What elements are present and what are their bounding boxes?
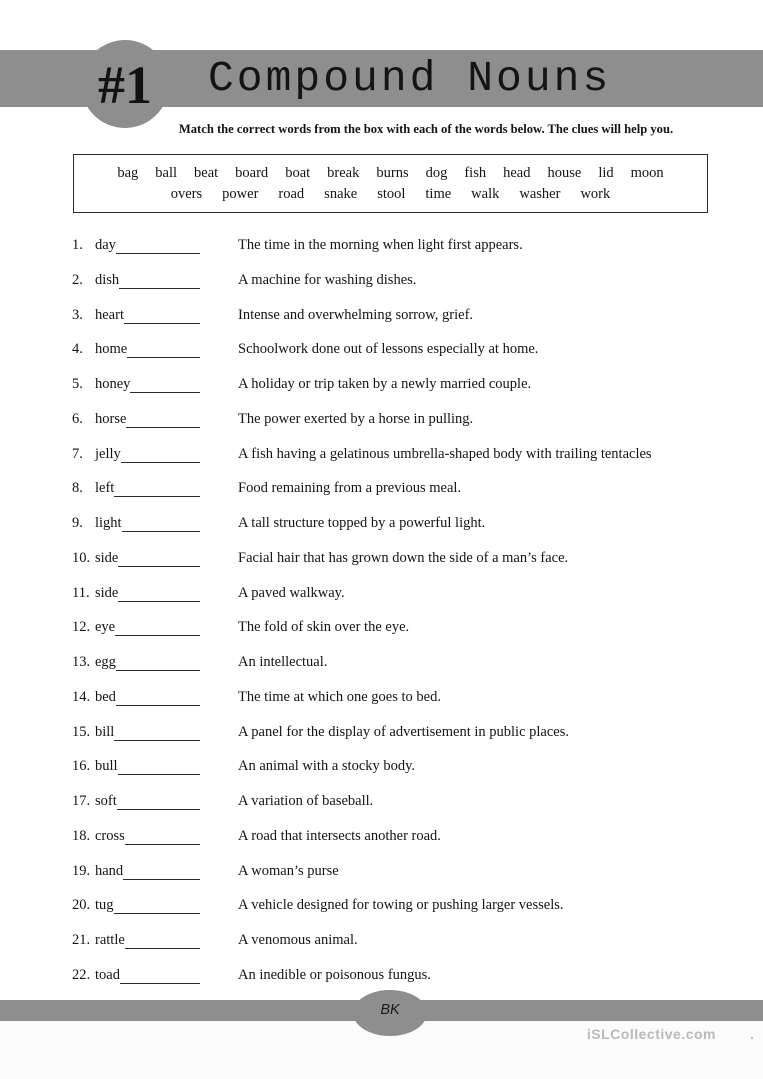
word-bank-row-1 bbox=[74, 164, 707, 182]
item-stem: home bbox=[95, 341, 128, 358]
item-stem: jelly bbox=[95, 445, 121, 462]
item-stem-cell bbox=[95, 688, 200, 707]
list-item bbox=[72, 723, 757, 758]
item-definition: Facial hair that has grown down the side of a man’s face. bbox=[238, 549, 569, 566]
answer-blank[interactable] bbox=[122, 517, 200, 532]
word-bank-word: beat bbox=[194, 165, 219, 181]
item-number: 11. bbox=[72, 584, 90, 601]
item-stem-cell bbox=[95, 757, 200, 776]
exercise-list bbox=[72, 236, 757, 1001]
word-bank-word: head bbox=[503, 165, 531, 181]
word-bank-word: boat bbox=[285, 165, 311, 181]
item-number: 3. bbox=[72, 306, 83, 323]
item-number: 7. bbox=[72, 445, 83, 462]
item-definition: A machine for washing dishes. bbox=[238, 271, 417, 288]
item-stem-cell bbox=[95, 236, 200, 255]
answer-blank[interactable] bbox=[114, 899, 200, 914]
word-bank-word: overs bbox=[170, 186, 203, 202]
item-definition: Food remaining from a previous meal. bbox=[238, 480, 462, 497]
list-item bbox=[72, 584, 757, 619]
item-definition: Intense and overwhelming sorrow, grief. bbox=[238, 306, 474, 323]
item-definition: The time in the morning when light first appears. bbox=[238, 237, 523, 253]
item-number: 4. bbox=[72, 341, 83, 358]
list-item bbox=[72, 931, 757, 966]
answer-blank[interactable] bbox=[116, 691, 200, 706]
item-stem: dish bbox=[95, 271, 120, 288]
item-definition: An animal with a stocky body. bbox=[238, 758, 416, 775]
item-stem-cell bbox=[95, 445, 200, 464]
word-bank-word: ball bbox=[155, 165, 178, 181]
item-number: 1. bbox=[72, 237, 83, 253]
answer-blank[interactable] bbox=[118, 760, 200, 775]
list-item bbox=[72, 653, 757, 688]
answer-blank[interactable] bbox=[116, 656, 200, 671]
word-bank-word: fish bbox=[464, 165, 487, 181]
item-number: 10. bbox=[72, 549, 91, 566]
author-initials: BK bbox=[380, 1002, 400, 1018]
item-definition: A panel for the display of advertisement in public places. bbox=[238, 723, 569, 740]
item-stem: hand bbox=[95, 862, 124, 879]
item-definition: An inedible or poisonous fungus. bbox=[238, 966, 431, 983]
item-definition: A road that intersects another road. bbox=[238, 827, 441, 844]
item-stem-cell bbox=[95, 862, 200, 881]
list-item bbox=[72, 236, 757, 271]
answer-blank[interactable] bbox=[114, 726, 200, 741]
answer-blank[interactable] bbox=[117, 795, 200, 810]
list-item bbox=[72, 792, 757, 827]
answer-blank[interactable] bbox=[115, 621, 200, 636]
list-item bbox=[72, 757, 757, 792]
item-stem-cell bbox=[95, 340, 200, 359]
answer-blank[interactable] bbox=[124, 309, 200, 324]
answer-blank[interactable] bbox=[116, 239, 200, 254]
item-definition: A variation of baseball. bbox=[238, 793, 374, 809]
item-definition: The time at which one goes to bed. bbox=[238, 688, 441, 705]
item-stem-cell bbox=[95, 271, 200, 290]
item-stem: side bbox=[95, 549, 119, 566]
item-definition: A venomous animal. bbox=[238, 932, 358, 948]
word-bank-box bbox=[73, 154, 708, 213]
item-number: 6. bbox=[72, 410, 83, 427]
item-stem-cell bbox=[95, 792, 200, 811]
item-definition: Schoolwork done out of lessons especially at home. bbox=[238, 341, 539, 358]
word-bank-word: lid bbox=[598, 165, 614, 181]
item-number: 5. bbox=[72, 376, 83, 392]
item-stem: heart bbox=[95, 306, 124, 323]
islcollective-watermark: iSLCollective.com bbox=[586, 1026, 716, 1042]
word-bank-word: power bbox=[222, 186, 259, 202]
list-item bbox=[72, 306, 757, 341]
answer-blank[interactable] bbox=[125, 934, 200, 949]
list-item bbox=[72, 445, 757, 480]
list-item bbox=[72, 827, 757, 862]
item-stem-cell bbox=[95, 966, 200, 985]
item-stem: horse bbox=[95, 410, 127, 427]
item-stem: honey bbox=[95, 376, 131, 392]
answer-blank[interactable] bbox=[114, 482, 200, 497]
item-number: 2. bbox=[72, 271, 83, 288]
item-stem-cell bbox=[95, 410, 200, 429]
item-stem: bed bbox=[95, 688, 116, 705]
word-bank-word: washer bbox=[519, 186, 561, 202]
list-item bbox=[72, 514, 757, 549]
item-number: 8. bbox=[72, 480, 83, 497]
item-stem-cell bbox=[95, 827, 200, 846]
word-bank-word: break bbox=[327, 165, 360, 181]
item-stem: bull bbox=[95, 758, 118, 775]
item-stem-cell bbox=[95, 723, 200, 742]
item-stem: tug bbox=[95, 897, 114, 914]
list-item bbox=[72, 479, 757, 514]
watermark-dot: . bbox=[750, 1026, 754, 1042]
list-item bbox=[72, 862, 757, 897]
word-bank-word: moon bbox=[630, 165, 664, 181]
list-item bbox=[72, 688, 757, 723]
item-number: 13. bbox=[72, 654, 91, 670]
item-stem: bill bbox=[95, 723, 115, 740]
item-stem-cell bbox=[95, 514, 200, 533]
item-stem-cell bbox=[95, 931, 200, 950]
answer-blank[interactable] bbox=[127, 343, 200, 358]
word-bank-word: time bbox=[425, 186, 452, 202]
item-stem-cell bbox=[95, 306, 200, 325]
item-stem: egg bbox=[95, 654, 116, 670]
item-stem: cross bbox=[95, 827, 125, 844]
answer-blank[interactable] bbox=[118, 587, 200, 602]
list-item bbox=[72, 410, 757, 445]
item-stem: day bbox=[95, 237, 116, 253]
item-stem: left bbox=[95, 480, 115, 497]
word-bank-word: road bbox=[278, 186, 305, 202]
item-number: 12. bbox=[72, 619, 91, 636]
word-bank-word: work bbox=[580, 186, 611, 202]
item-definition: An intellectual. bbox=[238, 654, 328, 670]
answer-blank[interactable] bbox=[130, 378, 200, 393]
item-number: 14. bbox=[72, 688, 91, 705]
item-number: 9. bbox=[72, 515, 83, 531]
item-stem-cell bbox=[95, 653, 200, 672]
item-number: 16. bbox=[72, 758, 91, 775]
item-stem: side bbox=[95, 584, 119, 601]
list-item bbox=[72, 375, 757, 410]
item-definition: The power exerted by a horse in pulling. bbox=[238, 410, 474, 427]
item-stem-cell bbox=[95, 375, 200, 394]
answer-blank[interactable] bbox=[126, 413, 200, 428]
list-item bbox=[72, 618, 757, 653]
word-bank-word: burns bbox=[376, 165, 409, 181]
item-stem-cell bbox=[95, 618, 200, 637]
word-bank-word: walk bbox=[471, 186, 500, 202]
word-bank-word: board bbox=[235, 165, 269, 181]
worksheet-number-badge bbox=[81, 40, 169, 128]
item-definition: The fold of skin over the eye. bbox=[238, 619, 410, 636]
item-stem: light bbox=[95, 515, 122, 531]
answer-blank[interactable] bbox=[119, 274, 200, 289]
item-number: 15. bbox=[72, 723, 91, 740]
answer-blank[interactable] bbox=[118, 552, 200, 567]
item-number: 21. bbox=[72, 932, 91, 948]
item-stem-cell bbox=[95, 584, 200, 603]
item-number: 20. bbox=[72, 897, 91, 914]
item-number: 19. bbox=[72, 862, 91, 879]
list-item bbox=[72, 896, 757, 931]
word-bank-word: bag bbox=[117, 165, 139, 181]
worksheet-number: #1 bbox=[98, 55, 152, 115]
word-bank-word: snake bbox=[324, 186, 358, 202]
item-stem: toad bbox=[95, 966, 120, 983]
item-number: 22. bbox=[72, 966, 91, 983]
item-definition: A fish having a gelatinous umbrella-shaped body with trailing tentacles bbox=[238, 445, 652, 462]
answer-blank[interactable] bbox=[121, 448, 200, 463]
list-item bbox=[72, 549, 757, 584]
word-bank-word: stool bbox=[377, 186, 406, 202]
answer-blank[interactable] bbox=[125, 830, 200, 845]
word-bank-word: dog bbox=[425, 165, 448, 181]
word-bank-row-2 bbox=[74, 185, 707, 203]
answer-blank[interactable] bbox=[123, 865, 200, 880]
item-definition: A holiday or trip taken by a newly married couple. bbox=[238, 376, 532, 392]
item-definition: A paved walkway. bbox=[238, 584, 345, 601]
item-definition: A tall structure topped by a powerful light. bbox=[238, 515, 486, 531]
item-definition: A vehicle designed for towing or pushing larger vessels. bbox=[238, 897, 564, 914]
item-stem-cell bbox=[95, 479, 200, 498]
item-number: 18. bbox=[72, 827, 91, 844]
item-stem: rattle bbox=[95, 932, 125, 948]
answer-blank[interactable] bbox=[120, 969, 200, 984]
instruction-text: Match the correct words from the box with each of the words below. The clues will help you. bbox=[178, 122, 674, 136]
item-stem: soft bbox=[95, 793, 117, 809]
list-item bbox=[72, 271, 757, 306]
item-stem: eye bbox=[95, 619, 116, 636]
item-stem-cell bbox=[95, 896, 200, 915]
item-definition: A woman’s purse bbox=[238, 862, 339, 879]
list-item bbox=[72, 340, 757, 375]
item-number: 17. bbox=[72, 793, 91, 809]
page-title: Compound Nouns bbox=[208, 54, 612, 103]
item-stem-cell bbox=[95, 549, 200, 568]
word-bank-word: house bbox=[547, 165, 582, 181]
